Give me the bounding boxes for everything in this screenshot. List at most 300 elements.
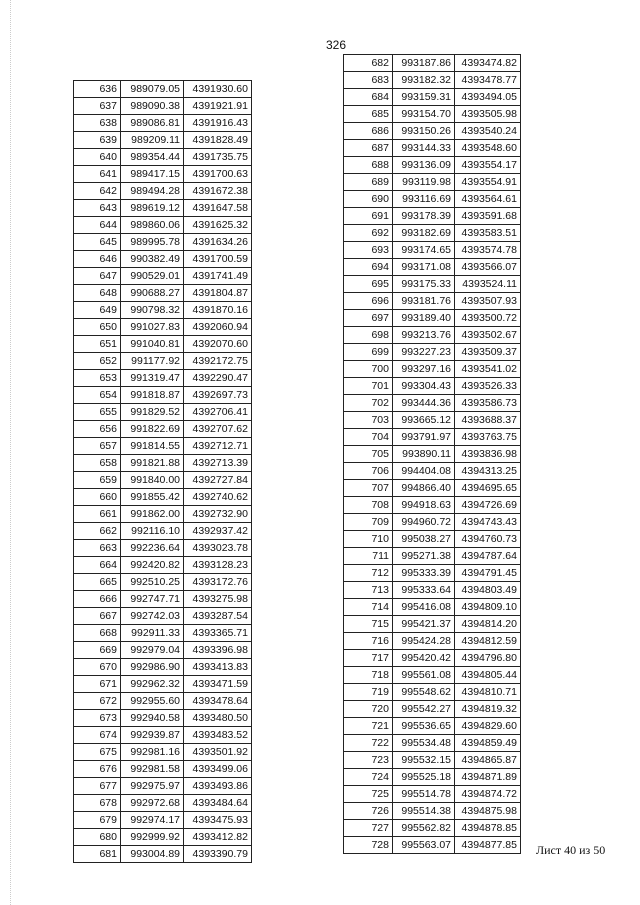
- y-coordinate-cell: 4392707.62: [184, 421, 252, 438]
- table-row: [74, 693, 252, 710]
- table-row: [344, 735, 521, 752]
- y-coordinate-cell: 4393287.54: [184, 608, 252, 625]
- y-coordinate-cell: 4391634.26: [184, 234, 252, 251]
- x-coordinate-cell: 992510.25: [121, 574, 184, 591]
- point-number-cell: 677: [74, 778, 121, 795]
- x-coordinate-cell: 991040.81: [121, 336, 184, 353]
- x-coordinate-cell: 995548.62: [393, 684, 455, 701]
- point-number-cell: 671: [74, 676, 121, 693]
- point-number-cell: 668: [74, 625, 121, 642]
- x-coordinate-cell: 995532.15: [393, 752, 455, 769]
- x-coordinate-cell: 992999.92: [121, 829, 184, 846]
- y-coordinate-cell: 4393583.51: [455, 225, 521, 242]
- y-coordinate-cell: 4393412.82: [184, 829, 252, 846]
- y-coordinate-cell: 4394814.20: [455, 616, 521, 633]
- table-row: [344, 191, 521, 208]
- point-number-cell: 702: [344, 395, 393, 412]
- point-number-cell: 637: [74, 98, 121, 115]
- table-row: [344, 667, 521, 684]
- table-row: [344, 565, 521, 582]
- table-row: [344, 157, 521, 174]
- point-number-cell: 644: [74, 217, 121, 234]
- table-row: [74, 829, 252, 846]
- table-row: [74, 489, 252, 506]
- x-coordinate-cell: 995333.64: [393, 582, 455, 599]
- x-coordinate-cell: 992420.82: [121, 557, 184, 574]
- y-coordinate-cell: 4392712.71: [184, 438, 252, 455]
- y-coordinate-cell: 4393505.98: [455, 106, 521, 123]
- x-coordinate-cell: 991840.00: [121, 472, 184, 489]
- x-coordinate-cell: 993174.65: [393, 242, 455, 259]
- y-coordinate-cell: 4392740.62: [184, 489, 252, 506]
- x-coordinate-cell: 989494.28: [121, 183, 184, 200]
- table-row: [74, 217, 252, 234]
- point-number-cell: 687: [344, 140, 393, 157]
- point-number-cell: 707: [344, 480, 393, 497]
- y-coordinate-cell: 4393275.98: [184, 591, 252, 608]
- y-coordinate-cell: 4394871.89: [455, 769, 521, 786]
- x-coordinate-cell: 989619.12: [121, 200, 184, 217]
- x-coordinate-cell: 992236.64: [121, 540, 184, 557]
- y-coordinate-cell: 4391700.63: [184, 166, 252, 183]
- x-coordinate-cell: 993182.69: [393, 225, 455, 242]
- page-number: 326: [326, 38, 347, 52]
- y-coordinate-cell: 4391625.32: [184, 217, 252, 234]
- point-number-cell: 716: [344, 633, 393, 650]
- x-coordinate-cell: 991862.00: [121, 506, 184, 523]
- scan-margin-line: [10, 0, 11, 905]
- x-coordinate-cell: 995525.18: [393, 769, 455, 786]
- point-number-cell: 704: [344, 429, 393, 446]
- table-row: [344, 616, 521, 633]
- y-coordinate-cell: 4393365.71: [184, 625, 252, 642]
- table-row: [344, 429, 521, 446]
- y-coordinate-cell: 4394875.98: [455, 803, 521, 820]
- point-number-cell: 688: [344, 157, 393, 174]
- y-coordinate-cell: 4393509.37: [455, 344, 521, 361]
- y-coordinate-cell: 4393493.86: [184, 778, 252, 795]
- x-coordinate-cell: 989209.11: [121, 132, 184, 149]
- table-row: [74, 778, 252, 795]
- x-coordinate-cell: 993890.11: [393, 446, 455, 463]
- x-coordinate-cell: 993004.89: [121, 846, 184, 863]
- x-coordinate-cell: 993116.69: [393, 191, 455, 208]
- x-coordinate-cell: 993171.08: [393, 259, 455, 276]
- point-number-cell: 695: [344, 276, 393, 293]
- x-coordinate-cell: 995562.82: [393, 820, 455, 837]
- y-coordinate-cell: 4391870.16: [184, 302, 252, 319]
- point-number-cell: 719: [344, 684, 393, 701]
- point-number-cell: 714: [344, 599, 393, 616]
- point-number-cell: 701: [344, 378, 393, 395]
- x-coordinate-cell: 993178.39: [393, 208, 455, 225]
- point-number-cell: 708: [344, 497, 393, 514]
- table-row: [74, 506, 252, 523]
- x-coordinate-cell: 991814.55: [121, 438, 184, 455]
- point-number-cell: 663: [74, 540, 121, 557]
- y-coordinate-cell: 4394787.64: [455, 548, 521, 565]
- x-coordinate-cell: 989090.38: [121, 98, 184, 115]
- x-coordinate-cell: 995536.65: [393, 718, 455, 735]
- point-number-cell: 690: [344, 191, 393, 208]
- x-coordinate-cell: 991822.69: [121, 421, 184, 438]
- point-number-cell: 649: [74, 302, 121, 319]
- table-row: [344, 650, 521, 667]
- x-coordinate-cell: 991818.87: [121, 387, 184, 404]
- x-coordinate-cell: 995420.42: [393, 650, 455, 667]
- y-coordinate-cell: 4394874.72: [455, 786, 521, 803]
- table-row: [74, 319, 252, 336]
- y-coordinate-cell: 4393554.91: [455, 174, 521, 191]
- point-number-cell: 699: [344, 344, 393, 361]
- point-number-cell: 672: [74, 693, 121, 710]
- point-number-cell: 659: [74, 472, 121, 489]
- point-number-cell: 721: [344, 718, 393, 735]
- point-number-cell: 655: [74, 404, 121, 421]
- point-number-cell: 636: [74, 81, 121, 98]
- y-coordinate-cell: 4393501.92: [184, 744, 252, 761]
- x-coordinate-cell: 993189.40: [393, 310, 455, 327]
- table-row: [344, 361, 521, 378]
- table-row: [344, 837, 521, 854]
- x-coordinate-cell: 991177.92: [121, 353, 184, 370]
- y-coordinate-cell: 4392732.90: [184, 506, 252, 523]
- y-coordinate-cell: 4392706.41: [184, 404, 252, 421]
- x-coordinate-cell: 995038.27: [393, 531, 455, 548]
- table-row: [344, 786, 521, 803]
- x-coordinate-cell: 992975.97: [121, 778, 184, 795]
- table-row: [344, 599, 521, 616]
- point-number-cell: 666: [74, 591, 121, 608]
- y-coordinate-cell: 4393480.50: [184, 710, 252, 727]
- y-coordinate-cell: 4392697.73: [184, 387, 252, 404]
- point-number-cell: 697: [344, 310, 393, 327]
- point-number-cell: 713: [344, 582, 393, 599]
- y-coordinate-cell: 4393688.37: [455, 412, 521, 429]
- point-number-cell: 682: [344, 55, 393, 72]
- point-number-cell: 681: [74, 846, 121, 863]
- x-coordinate-cell: 993136.09: [393, 157, 455, 174]
- y-coordinate-cell: 4393836.98: [455, 446, 521, 463]
- point-number-cell: 647: [74, 268, 121, 285]
- y-coordinate-cell: 4393548.60: [455, 140, 521, 157]
- table-row: [74, 149, 252, 166]
- x-coordinate-cell: 991855.42: [121, 489, 184, 506]
- y-coordinate-cell: 4391828.49: [184, 132, 252, 149]
- table-row: [74, 285, 252, 302]
- point-number-cell: 654: [74, 387, 121, 404]
- y-coordinate-cell: 4393172.76: [184, 574, 252, 591]
- point-number-cell: 667: [74, 608, 121, 625]
- table-row: [344, 582, 521, 599]
- table-row: [344, 72, 521, 89]
- table-row: [74, 336, 252, 353]
- sheet-label: Лист 40 из 50: [536, 843, 606, 857]
- point-number-cell: 679: [74, 812, 121, 829]
- x-coordinate-cell: 992940.58: [121, 710, 184, 727]
- table-row: [74, 268, 252, 285]
- table-row: [344, 395, 521, 412]
- point-number-cell: 717: [344, 650, 393, 667]
- y-coordinate-cell: 4394803.49: [455, 582, 521, 599]
- point-number-cell: 676: [74, 761, 121, 778]
- table-row: [74, 540, 252, 557]
- table-row: [344, 208, 521, 225]
- table-row: [344, 514, 521, 531]
- table-row: [74, 523, 252, 540]
- point-number-cell: 657: [74, 438, 121, 455]
- x-coordinate-cell: 993304.43: [393, 378, 455, 395]
- x-coordinate-cell: 989354.44: [121, 149, 184, 166]
- x-coordinate-cell: 992974.17: [121, 812, 184, 829]
- table-row: [74, 642, 252, 659]
- table-row: [74, 574, 252, 591]
- x-coordinate-cell: 992986.90: [121, 659, 184, 676]
- point-number-cell: 646: [74, 251, 121, 268]
- table-row: [74, 591, 252, 608]
- point-number-cell: 698: [344, 327, 393, 344]
- x-coordinate-cell: 992962.32: [121, 676, 184, 693]
- table-row: [344, 752, 521, 769]
- table-row: [74, 353, 252, 370]
- x-coordinate-cell: 989860.06: [121, 217, 184, 234]
- point-number-cell: 664: [74, 557, 121, 574]
- y-coordinate-cell: 4393471.59: [184, 676, 252, 693]
- table-row: [74, 98, 252, 115]
- y-coordinate-cell: 4392713.39: [184, 455, 252, 472]
- table-row: [74, 183, 252, 200]
- table-row: [344, 820, 521, 837]
- table-row: [74, 115, 252, 132]
- table-row: [74, 676, 252, 693]
- table-row: [344, 412, 521, 429]
- point-number-cell: 723: [344, 752, 393, 769]
- x-coordinate-cell: 991829.52: [121, 404, 184, 421]
- y-coordinate-cell: 4392290.47: [184, 370, 252, 387]
- point-number-cell: 652: [74, 353, 121, 370]
- x-coordinate-cell: 995561.08: [393, 667, 455, 684]
- y-coordinate-cell: 4394805.44: [455, 667, 521, 684]
- y-coordinate-cell: 4393507.93: [455, 293, 521, 310]
- point-number-cell: 661: [74, 506, 121, 523]
- x-coordinate-cell: 993213.76: [393, 327, 455, 344]
- table-row: [344, 480, 521, 497]
- x-coordinate-cell: 991821.88: [121, 455, 184, 472]
- x-coordinate-cell: 995424.28: [393, 633, 455, 650]
- point-number-cell: 685: [344, 106, 393, 123]
- table-row: [344, 276, 521, 293]
- point-number-cell: 720: [344, 701, 393, 718]
- point-number-cell: 651: [74, 336, 121, 353]
- x-coordinate-cell: 995542.27: [393, 701, 455, 718]
- x-coordinate-cell: 992116.10: [121, 523, 184, 540]
- y-coordinate-cell: 4394878.85: [455, 820, 521, 837]
- point-number-cell: 670: [74, 659, 121, 676]
- point-number-cell: 706: [344, 463, 393, 480]
- x-coordinate-cell: 994866.40: [393, 480, 455, 497]
- y-coordinate-cell: 4393591.68: [455, 208, 521, 225]
- table-row: [344, 633, 521, 650]
- point-number-cell: 715: [344, 616, 393, 633]
- y-coordinate-cell: 4394829.60: [455, 718, 521, 735]
- point-number-cell: 725: [344, 786, 393, 803]
- point-number-cell: 692: [344, 225, 393, 242]
- table-row: [74, 761, 252, 778]
- x-coordinate-cell: 994404.08: [393, 463, 455, 480]
- point-number-cell: 660: [74, 489, 121, 506]
- y-coordinate-cell: 4391647.58: [184, 200, 252, 217]
- y-coordinate-cell: 4393586.73: [455, 395, 521, 412]
- point-number-cell: 669: [74, 642, 121, 659]
- point-number-cell: 727: [344, 820, 393, 837]
- x-coordinate-cell: 992747.71: [121, 591, 184, 608]
- table-row: [344, 242, 521, 259]
- table-row: [74, 132, 252, 149]
- table-row: [74, 81, 252, 98]
- table-row: [74, 625, 252, 642]
- table-row: [74, 812, 252, 829]
- point-number-cell: 686: [344, 123, 393, 140]
- y-coordinate-cell: 4394695.65: [455, 480, 521, 497]
- x-coordinate-cell: 992979.04: [121, 642, 184, 659]
- coordinates-table-left: [73, 80, 252, 863]
- x-coordinate-cell: 993154.70: [393, 106, 455, 123]
- x-coordinate-cell: 989417.15: [121, 166, 184, 183]
- point-number-cell: 675: [74, 744, 121, 761]
- table-row: [344, 497, 521, 514]
- point-number-cell: 726: [344, 803, 393, 820]
- table-row: [74, 455, 252, 472]
- x-coordinate-cell: 990529.01: [121, 268, 184, 285]
- y-coordinate-cell: 4394865.87: [455, 752, 521, 769]
- point-number-cell: 674: [74, 727, 121, 744]
- y-coordinate-cell: 4394812.59: [455, 633, 521, 650]
- y-coordinate-cell: 4394819.32: [455, 701, 521, 718]
- point-number-cell: 641: [74, 166, 121, 183]
- y-coordinate-cell: 4393475.93: [184, 812, 252, 829]
- table-row: [74, 727, 252, 744]
- y-coordinate-cell: 4392937.42: [184, 523, 252, 540]
- y-coordinate-cell: 4393483.52: [184, 727, 252, 744]
- table-row: [74, 200, 252, 217]
- point-number-cell: 712: [344, 565, 393, 582]
- point-number-cell: 709: [344, 514, 393, 531]
- x-coordinate-cell: 990688.27: [121, 285, 184, 302]
- y-coordinate-cell: 4393500.72: [455, 310, 521, 327]
- y-coordinate-cell: 4394877.85: [455, 837, 521, 854]
- table-row: [344, 225, 521, 242]
- x-coordinate-cell: 992981.58: [121, 761, 184, 778]
- y-coordinate-cell: 4394743.43: [455, 514, 521, 531]
- table-row: [74, 234, 252, 251]
- x-coordinate-cell: 989995.78: [121, 234, 184, 251]
- x-coordinate-cell: 992911.33: [121, 625, 184, 642]
- x-coordinate-cell: 993175.33: [393, 276, 455, 293]
- y-coordinate-cell: 4393566.07: [455, 259, 521, 276]
- x-coordinate-cell: 989079.05: [121, 81, 184, 98]
- point-number-cell: 696: [344, 293, 393, 310]
- x-coordinate-cell: 993791.97: [393, 429, 455, 446]
- point-number-cell: 648: [74, 285, 121, 302]
- point-number-cell: 642: [74, 183, 121, 200]
- y-coordinate-cell: 4391804.87: [184, 285, 252, 302]
- table-row: [74, 744, 252, 761]
- table-row: [74, 166, 252, 183]
- point-number-cell: 689: [344, 174, 393, 191]
- x-coordinate-cell: 995514.78: [393, 786, 455, 803]
- table-row: [74, 608, 252, 625]
- point-number-cell: 691: [344, 208, 393, 225]
- point-number-cell: 662: [74, 523, 121, 540]
- y-coordinate-cell: 4391930.60: [184, 81, 252, 98]
- point-number-cell: 722: [344, 735, 393, 752]
- table-row: [344, 769, 521, 786]
- x-coordinate-cell: 990798.32: [121, 302, 184, 319]
- point-number-cell: 640: [74, 149, 121, 166]
- y-coordinate-cell: 4393484.64: [184, 795, 252, 812]
- table-row: [344, 327, 521, 344]
- y-coordinate-cell: 4393499.06: [184, 761, 252, 778]
- table-row: [74, 710, 252, 727]
- x-coordinate-cell: 992939.87: [121, 727, 184, 744]
- x-coordinate-cell: 993159.31: [393, 89, 455, 106]
- x-coordinate-cell: 993150.26: [393, 123, 455, 140]
- table-row: [344, 310, 521, 327]
- y-coordinate-cell: 4394810.71: [455, 684, 521, 701]
- point-number-cell: 656: [74, 421, 121, 438]
- y-coordinate-cell: 4392060.94: [184, 319, 252, 336]
- y-coordinate-cell: 4394791.45: [455, 565, 521, 582]
- point-number-cell: 700: [344, 361, 393, 378]
- point-number-cell: 658: [74, 455, 121, 472]
- point-number-cell: 683: [344, 72, 393, 89]
- x-coordinate-cell: 993182.32: [393, 72, 455, 89]
- x-coordinate-cell: 995421.37: [393, 616, 455, 633]
- x-coordinate-cell: 995416.08: [393, 599, 455, 616]
- x-coordinate-cell: 993187.86: [393, 55, 455, 72]
- x-coordinate-cell: 995563.07: [393, 837, 455, 854]
- y-coordinate-cell: 4393526.33: [455, 378, 521, 395]
- y-coordinate-cell: 4393540.24: [455, 123, 521, 140]
- y-coordinate-cell: 4391672.38: [184, 183, 252, 200]
- y-coordinate-cell: 4393554.17: [455, 157, 521, 174]
- y-coordinate-cell: 4393390.79: [184, 846, 252, 863]
- table-row: [74, 387, 252, 404]
- table-row: [74, 302, 252, 319]
- table-row: [74, 370, 252, 387]
- table-row: [344, 140, 521, 157]
- y-coordinate-cell: 4394809.10: [455, 599, 521, 616]
- point-number-cell: 650: [74, 319, 121, 336]
- y-coordinate-cell: 4393413.83: [184, 659, 252, 676]
- y-coordinate-cell: 4394760.73: [455, 531, 521, 548]
- coordinates-table-right: [343, 54, 521, 854]
- y-coordinate-cell: 4394726.69: [455, 497, 521, 514]
- x-coordinate-cell: 993665.12: [393, 412, 455, 429]
- x-coordinate-cell: 991027.83: [121, 319, 184, 336]
- table-row: [74, 795, 252, 812]
- point-number-cell: 643: [74, 200, 121, 217]
- table-row: [344, 463, 521, 480]
- table-row: [74, 557, 252, 574]
- table-row: [344, 174, 521, 191]
- x-coordinate-cell: 993119.98: [393, 174, 455, 191]
- y-coordinate-cell: 4391700.59: [184, 251, 252, 268]
- y-coordinate-cell: 4394859.49: [455, 735, 521, 752]
- table-row: [74, 404, 252, 421]
- table-row: [344, 548, 521, 565]
- y-coordinate-cell: 4393396.98: [184, 642, 252, 659]
